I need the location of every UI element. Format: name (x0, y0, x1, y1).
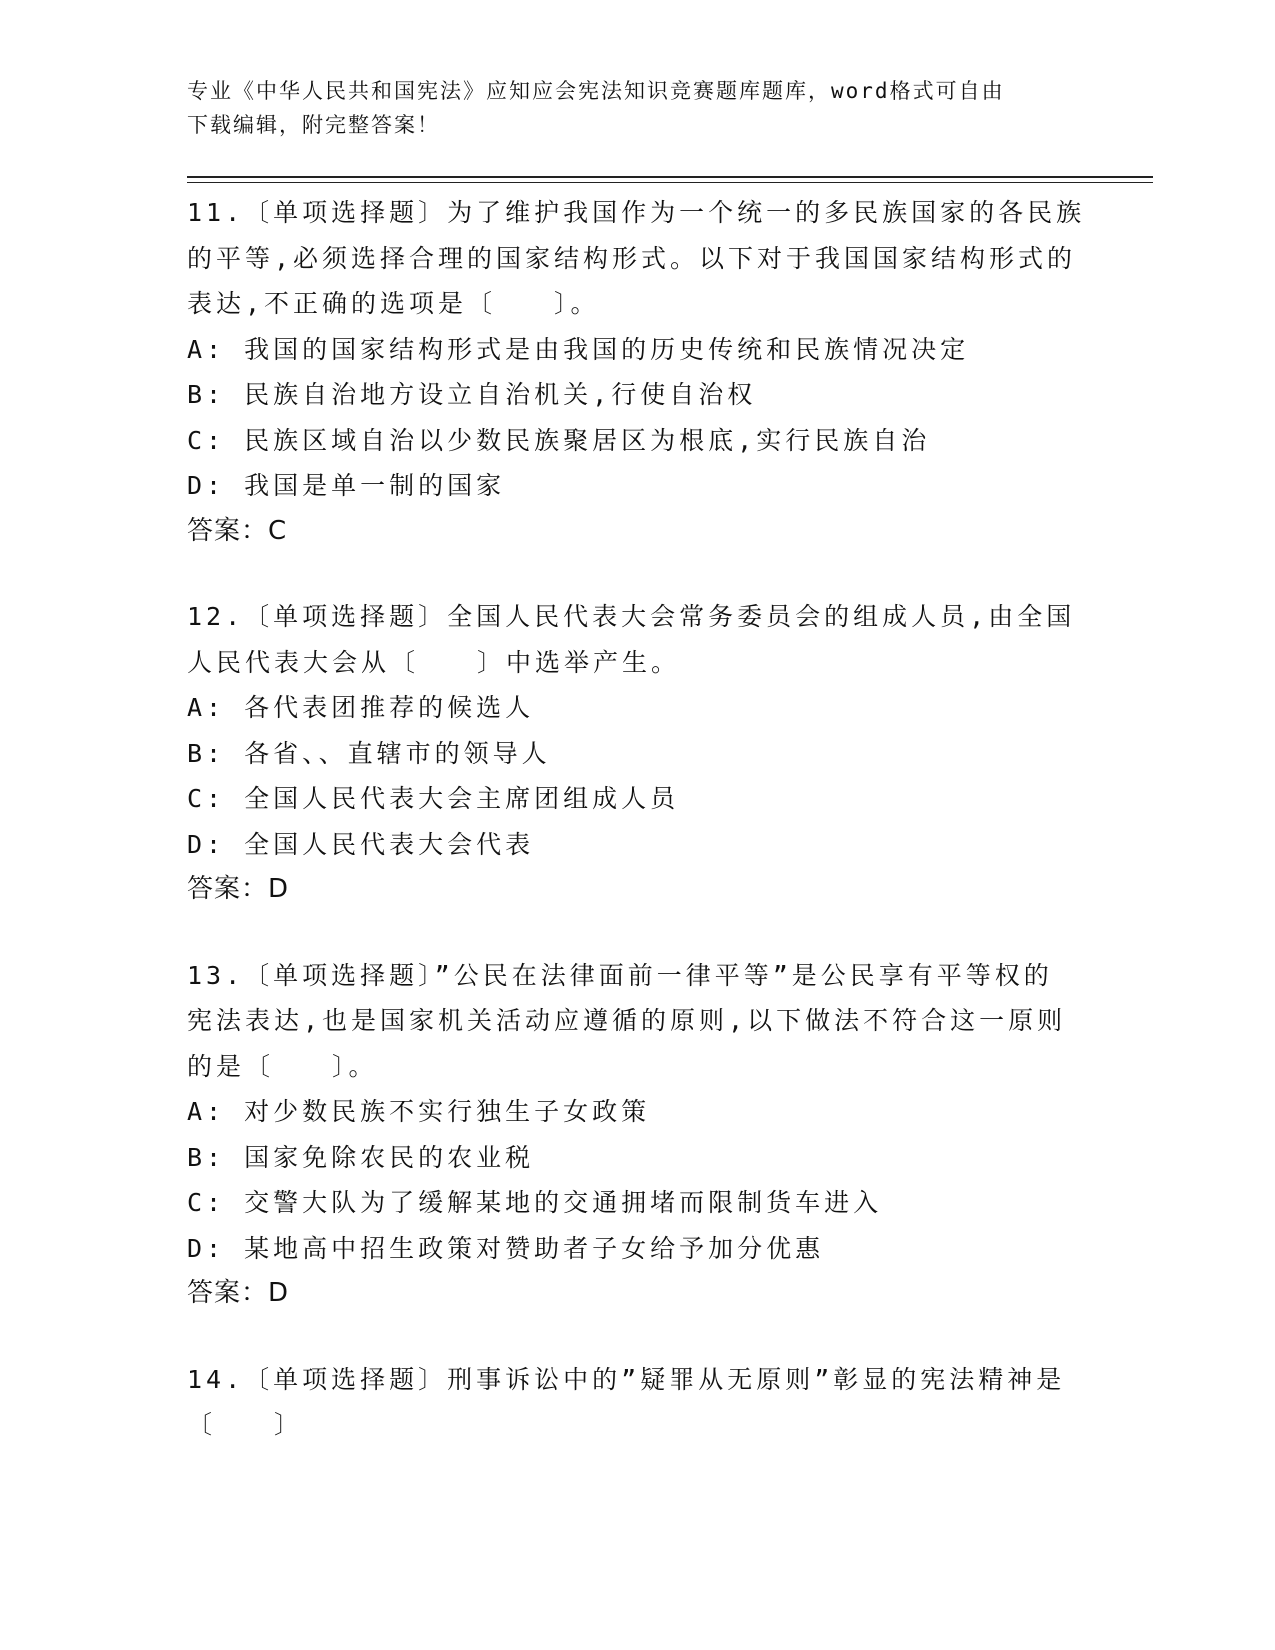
option-a: A: 我国的国家结构形式是由我国的历史传统和民族情况决定 (187, 334, 970, 364)
answer-label: 答案：C (187, 515, 288, 546)
option-a: A: 对少数民族不实行独生子女政策 (187, 1097, 651, 1126)
header-divider-thick (187, 176, 1153, 178)
question-12 (187, 594, 1087, 913)
question-text-line: 人民代表大会从〔 〕中选举产生。 (187, 647, 681, 677)
question-14 (187, 1357, 1087, 1448)
header-divider-thin (187, 182, 1153, 183)
question-13 (187, 953, 1087, 1317)
question-text-line: 的是〔 〕。 (187, 1051, 378, 1081)
option-d: D: 全国人民代表大会代表 (187, 829, 535, 859)
header-line-2: 下载编辑，附完整答案！ (187, 113, 440, 137)
option-d: D: 某地高中招生政策对赞助者子女给予加分优惠 (187, 1233, 825, 1263)
answer-label: 答案：D (187, 874, 290, 904)
question-text-line: 〔 〕 (187, 1410, 304, 1439)
answer-label: 答案：D (187, 1278, 290, 1308)
question-text-line: 14.〔单项选择题〕刑事诉讼中的”疑罪从无原则”彰显的宪法精神是 (187, 1364, 1066, 1394)
question-text-line: 13.〔单项选择题〕”公民在法律面前一律平等”是公民享有平等权的 (187, 960, 1053, 990)
question-11 (187, 190, 1087, 554)
option-b: B: 各省、、直辖市的领导人 (187, 738, 551, 768)
option-c: C: 交警大队为了缓解某地的交通拥堵而限制货车进入 (187, 1188, 883, 1217)
question-list (187, 190, 1087, 1448)
question-text-line: 的平等,必须选择合理的国家结构形式。以下对于我国国家结构形式的 (187, 243, 1077, 273)
option-c: C: 全国人民代表大会主席团组成人员 (187, 784, 680, 813)
question-text-line: 12.〔单项选择题〕全国人民代表大会常务委员会的组成人员,由全国 (187, 602, 1076, 631)
option-d: D: 我国是单一制的国家 (187, 471, 506, 500)
question-text-line: 11.〔单项选择题〕为了维护我国作为一个统一的多民族国家的各民族 (187, 198, 1086, 227)
question-text-line: 宪法表达,也是国家机关活动应遵循的原则,以下做法不符合这一原则 (187, 1006, 1067, 1035)
header-line-1: 专业《中华人民共和国宪法》应知应会宪法知识竞赛题库题库，word格式可自由 (187, 79, 1005, 103)
option-b: B: 国家免除农民的农业税 (187, 1142, 535, 1172)
option-c: C: 民族区域自治以少数民族聚居区为根底,实行民族自治 (187, 425, 931, 455)
option-a: A: 各代表团推荐的候选人 (187, 693, 535, 722)
document-header (187, 74, 1087, 142)
option-b: B: 民族自治地方设立自治机关,行使自治权 (187, 380, 757, 409)
question-text-line: 表达,不正确的选项是〔 〕。 (187, 289, 600, 318)
